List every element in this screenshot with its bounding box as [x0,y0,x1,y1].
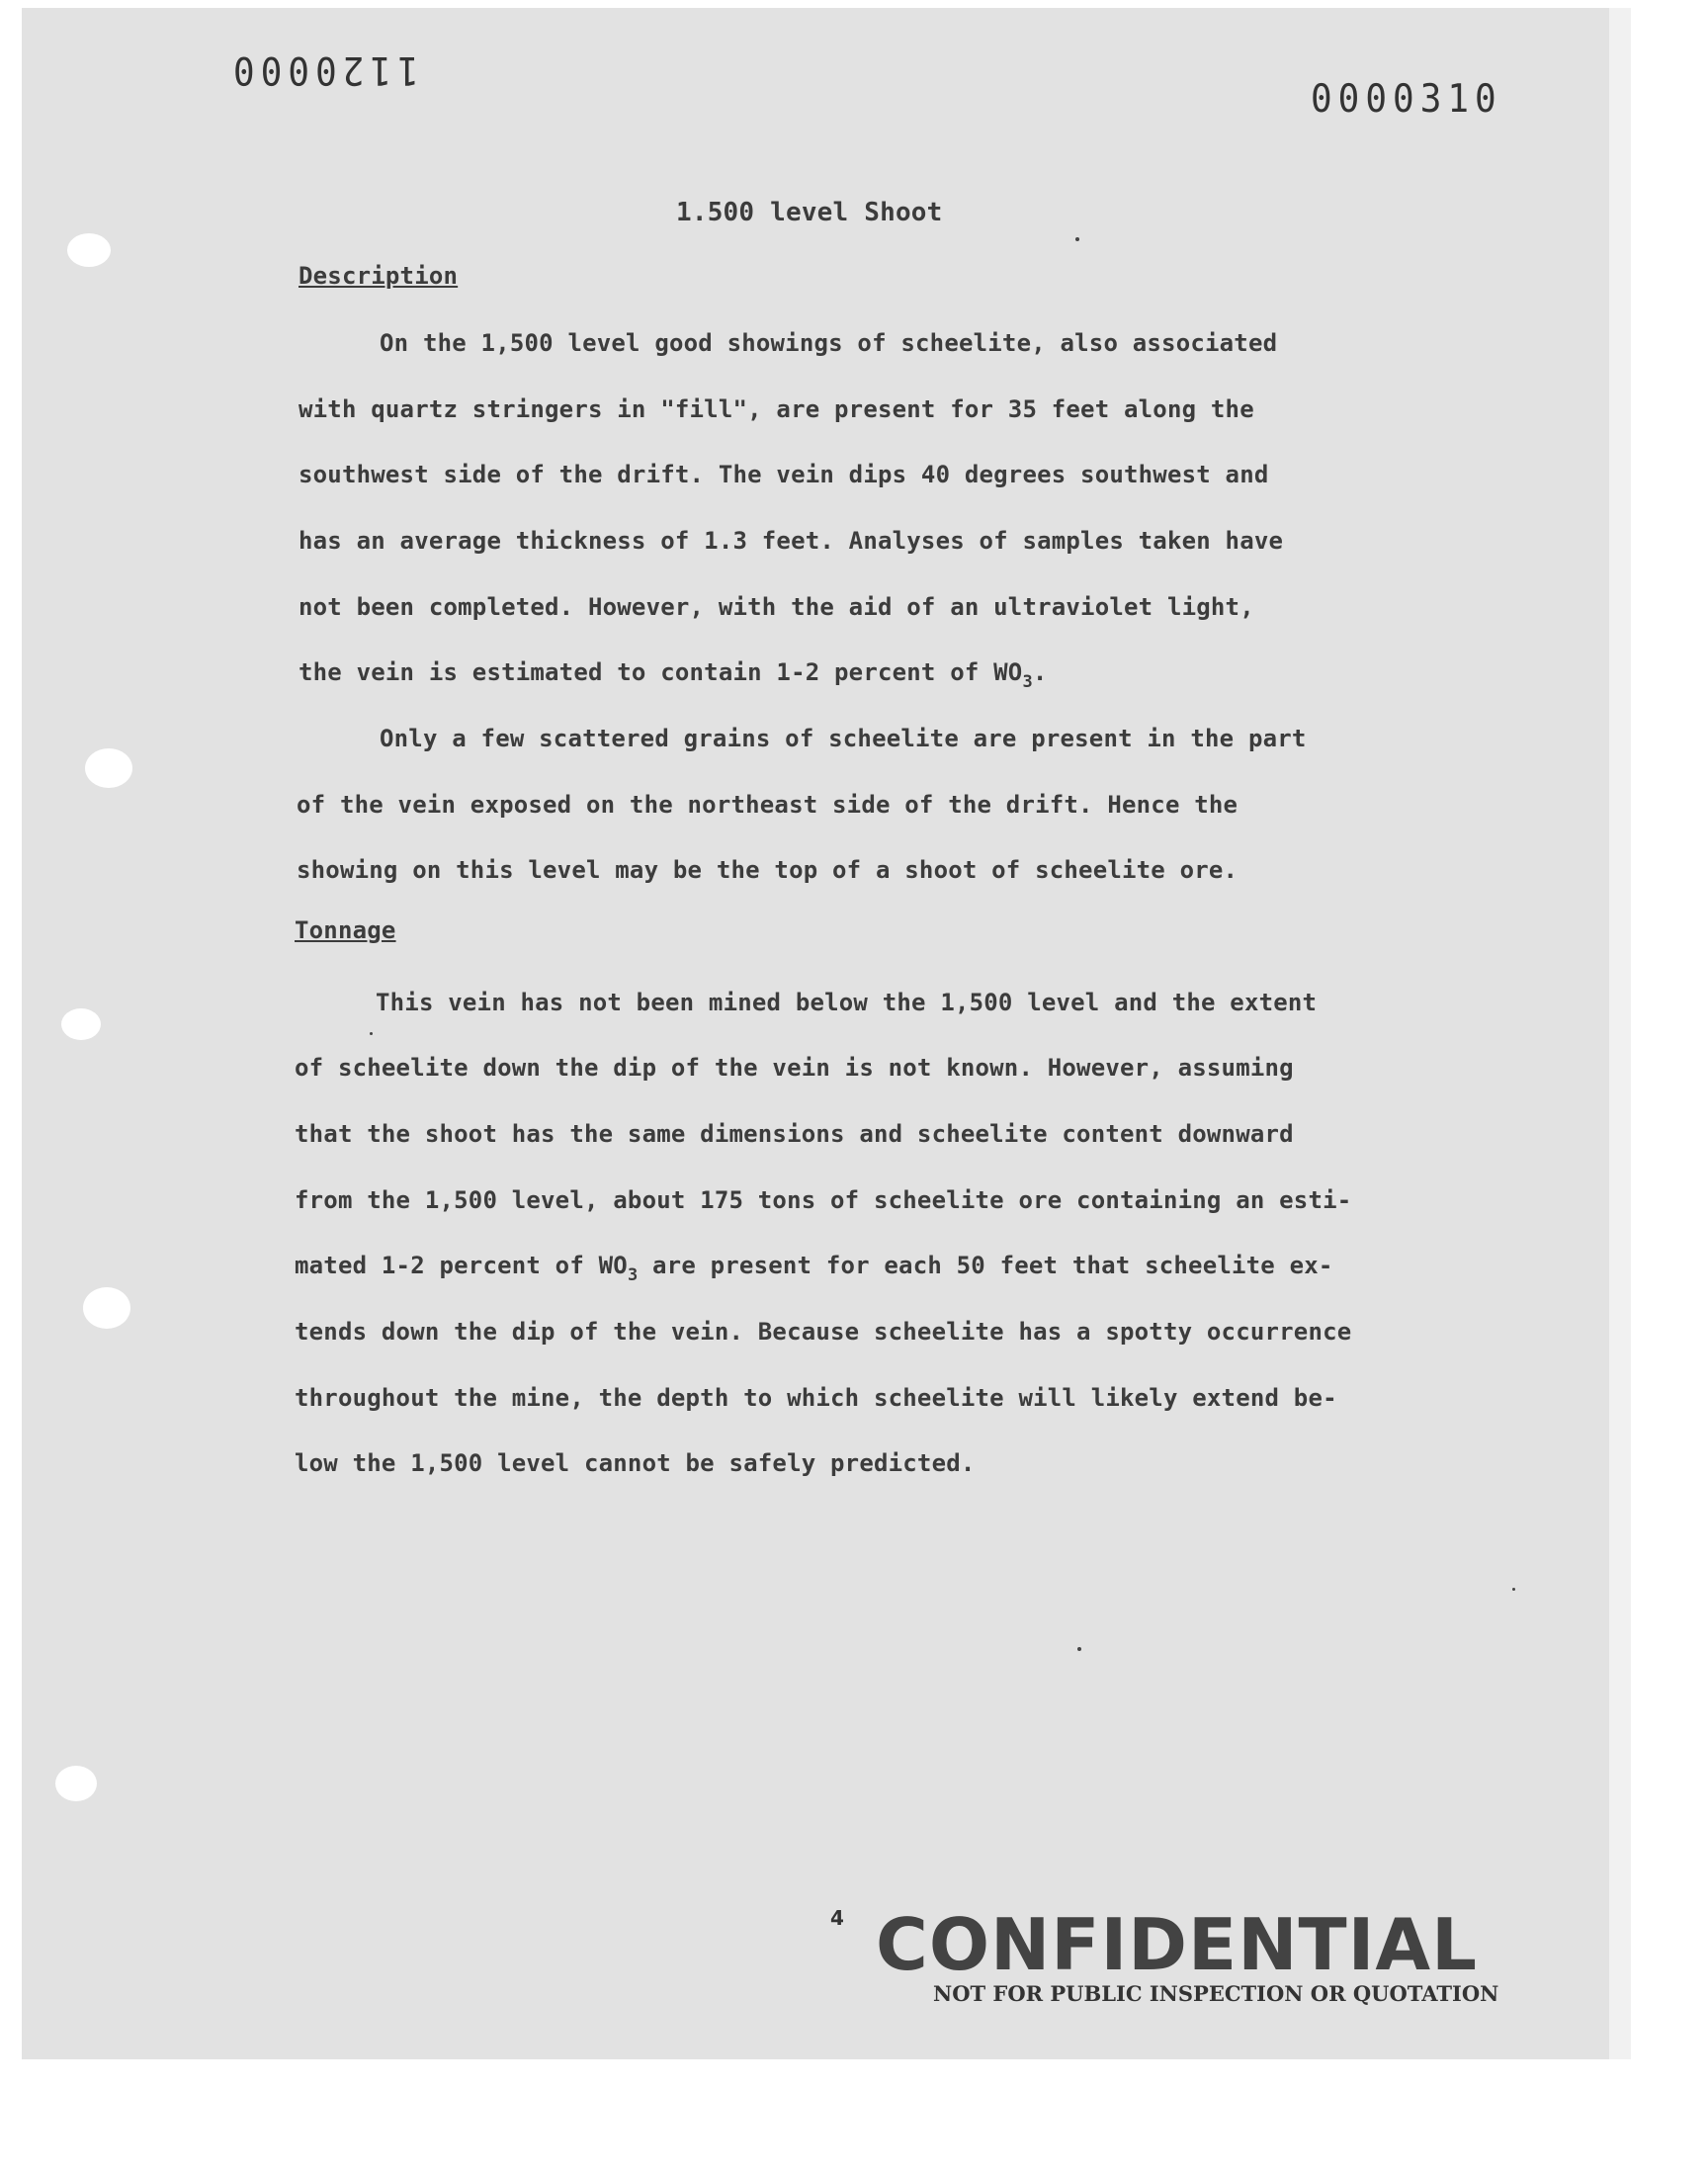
section-heading-description: Description [299,262,459,290]
paragraph-line: not been completed. However, with the aid of an ultraviolet light, [299,593,1254,621]
paragraph-line [295,1252,1333,1285]
paragraph-line: of the vein exposed on the northeast side of the drift. Hence the [297,791,1238,819]
paragraph-line: This vein has not been mined below the 1,500 level and the extent [376,989,1318,1016]
paragraph-line: from the 1,500 level, about 175 tons of scheelite ore containing an esti- [295,1186,1352,1214]
paper-sheet [22,8,1613,2059]
line-rest: are present for each 50 feet that scheelite ex- [638,1252,1333,1279]
line-text: the vein is estimated to contain 1-2 percent of WO [299,658,1023,686]
paragraph-line: with quartz stringers in "fill", are present for 35 feet along the [299,395,1254,423]
paragraph-line: that the shoot has the same dimensions and scheelite content downward [295,1120,1294,1148]
punch-hole [55,1766,97,1801]
paragraph-line: On the 1,500 level good showings of scheelite, also associated [380,329,1278,357]
line-text: mated 1-2 percent of WO [295,1252,628,1279]
document-number-right: 0000310 [1311,77,1502,123]
paragraph-line: of scheelite down the dip of the vein is not known. However, assuming [295,1054,1294,1082]
punch-hole [85,748,132,788]
subscript: 3 [1022,672,1033,692]
paragraph-line: low the 1,500 level cannot be safely predicted. [295,1449,976,1477]
paper-speck [1075,237,1079,241]
confidential-stamp: CONFIDENTIAL [876,1903,1478,1986]
paragraph-line: has an average thickness of 1.3 feet. Analyses of samples taken have [299,527,1284,555]
section-heading-tonnage: Tonnage [295,916,396,944]
subscript: 3 [627,1265,639,1285]
punch-hole [61,1008,101,1040]
paragraph-line: southwest side of the drift. The vein dips 40 degrees southwest and [299,461,1269,488]
paragraph-line: throughout the mine, the depth to which scheelite will likely extend be- [295,1384,1337,1412]
paper-speck [1512,1588,1515,1591]
punch-hole [67,233,111,267]
paragraph-line: showing on this level may be the top of a shoot of scheelite ore. [297,856,1238,884]
paragraph-line: Only a few scattered grains of scheelite are present in the part [380,725,1307,752]
paragraph-line: tends down the dip of the vein. Because scheelite has a spotty occurrence [295,1318,1352,1346]
page-title: 1.500 level Shoot [676,198,943,227]
paragraph-line [299,658,1048,692]
paper-speck [1077,1647,1081,1651]
line-end: . [1032,658,1048,686]
paper-speck [370,1032,373,1035]
paper-edge [1609,8,1631,2059]
document-number-left: 1120000 [227,46,419,93]
page-number: 4 [830,1906,844,1930]
confidential-notice: NOT FOR PUBLIC INSPECTION OR QUOTATION [933,1981,1499,2006]
punch-hole [83,1287,130,1329]
